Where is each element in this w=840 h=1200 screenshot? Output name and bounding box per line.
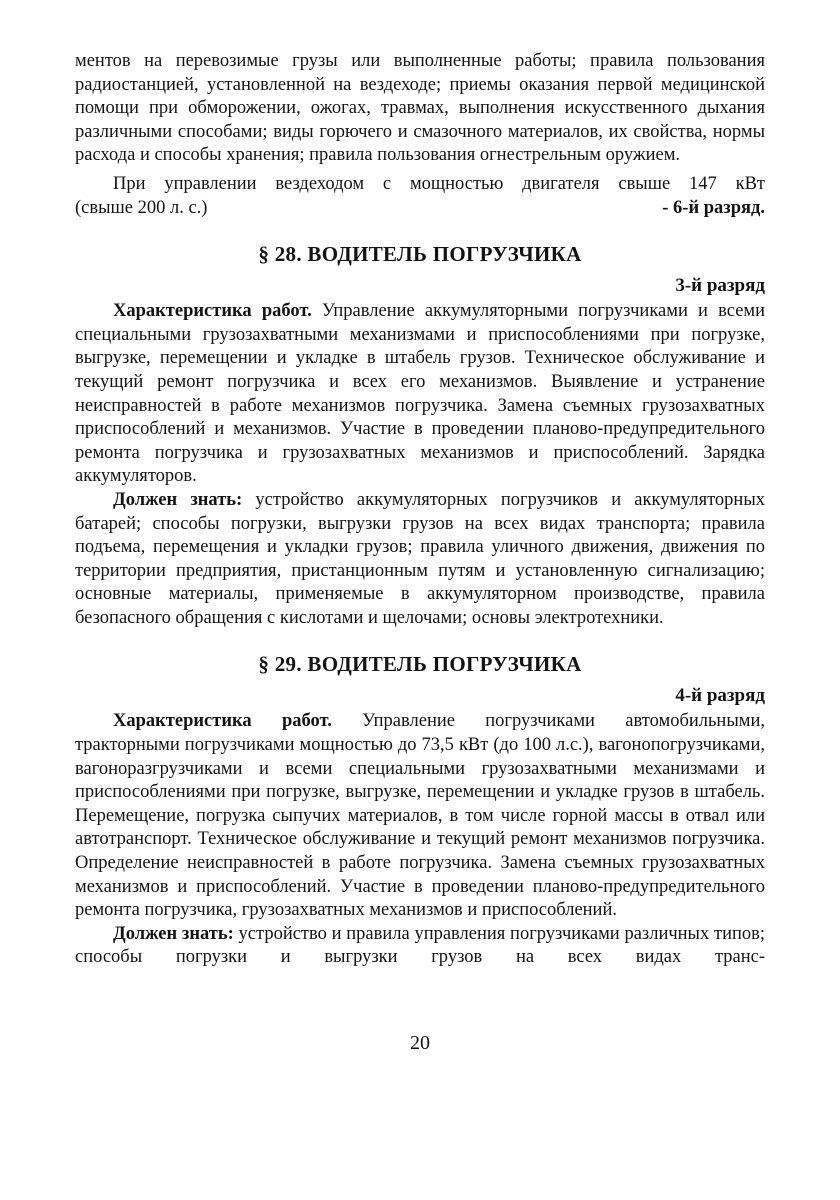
power-note-left: (свыше 200 л. с.) xyxy=(75,197,208,218)
characteristics-text: Управление аккумуляторными погрузчиками и всеми специальными грузозахватными механизмами и приспособлениями при погрузке, выгрузке, перемещении и укладке в штабель грузов. Техническое обслуживание и текущий ремонт погрузчика и всех его механизмов. Выявление и устранение неисправностей в работе механизмов погрузчика. Замена съемных грузозахватных приспособлений и механизмов. Участие в проведении планово-предупредительного ремонта погрузчика и грузозахватных механизмов и приспособлений. Зарядка аккумуляторов. xyxy=(75,301,766,487)
must-know-text: устройство и правила управления погрузчиками различных типов; способы погрузки и выгрузки грузов на всех видах транс- xyxy=(75,923,765,968)
page-number: 20 xyxy=(410,1032,430,1054)
section-29-must-know xyxy=(75,923,765,970)
section-29-characteristics xyxy=(75,710,765,922)
must-know-label: Должен знать: xyxy=(113,923,234,944)
section-29-heading: § 29. ВОДИТЕЛЬ ПОГРУЗЧИКА xyxy=(258,652,582,677)
characteristics-label: Характеристика работ. xyxy=(113,711,332,732)
characteristics-label: Характеристика работ. xyxy=(113,301,312,322)
continuation-paragraph: ментов на перевозимые грузы или выполненные работы; правила пользования радиостанцией, установленной на вездеходе; приемы оказания первой медицинской помощи при обморожении, ожогах, травмах, выполнения искусственного дыхания различными способами; виды горючего и смазочного материалов, их свойства, нормы расхода и способы хранения; правила пользования огнестрельным оружием. xyxy=(75,51,765,166)
grade-6-label: - 6-й разряд. xyxy=(662,197,765,218)
section-28-heading: § 28. ВОДИТЕЛЬ ПОГРУЗЧИКА xyxy=(258,242,582,267)
power-note-line: При управлении вездеходом с мощностью двигателя свыше 147 кВт xyxy=(113,173,765,194)
section-28-characteristics xyxy=(75,300,765,489)
section-28-must-know xyxy=(75,489,765,631)
power-note-grade-row xyxy=(75,197,765,221)
section-29-grade: 4-й разряд xyxy=(675,685,765,707)
characteristics-text: Управление погрузчиками автомобильными, тракторными погрузчиками мощностью до 73,5 кВт (до 100 л.с.), вагонопогрузчиками, вагоноразгрузчиками и всеми специальными грузозахватными механизмами и приспособлениями при погрузке, выгрузке, перемещении и укладке грузов в штабель. Перемещение, погрузка сыпучих материалов, в том числе горной массы в отвал или автотранспорт. Техническое обслуживание и текущий ремонт механизмов погрузчика. Определение неисправностей в работе погрузчика. Замена съемных грузозахватных механизмов и приспособлений. Участие в проведении планово-предупредительного ремонта погрузчика, грузозахватных механизмов и приспособлений. xyxy=(75,711,765,921)
must-know-text: устройство аккумуляторных погрузчиков и аккумуляторных батарей; способы погрузки, выгрузки грузов на всех видах транспорта; правила подъема, перемещения и укладки грузов; правила уличного движения, движения по территории предприятия, пристанционным путям и установленную сигнализацию; основные материалы, применяемые в аккумуляторном производстве, правила безопасного обращения с кислотами и щелочами; основы электротехники. xyxy=(75,489,766,628)
must-know-label: Должен знать: xyxy=(113,489,243,510)
section-28-grade: 3-й разряд xyxy=(675,275,765,297)
